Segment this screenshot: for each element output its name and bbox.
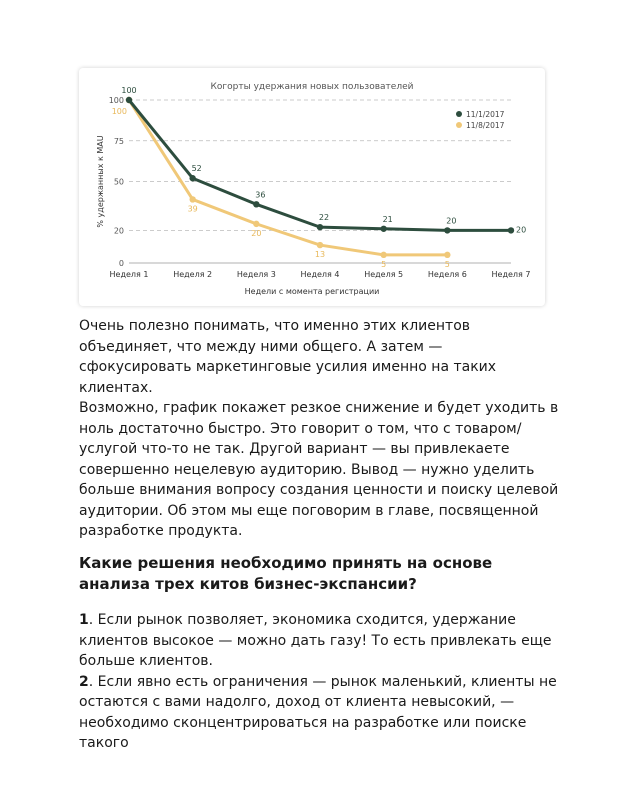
y-tick-label: 20	[113, 226, 124, 236]
data-label: 100	[111, 107, 127, 116]
x-tick-label: Неделя 3	[236, 270, 276, 279]
data-label: 13	[314, 250, 326, 260]
x-tick-label: Неделя 2	[173, 270, 213, 279]
data-point	[380, 252, 386, 258]
data-point	[444, 227, 450, 233]
legend-marker	[456, 111, 462, 117]
list-item-1-number: 1	[79, 612, 89, 628]
data-point	[253, 221, 259, 227]
data-label: 5	[381, 259, 387, 269]
section-heading: Какие решения необходимо принять на основе анализа трех китов бизнес-экспансии?	[79, 554, 493, 593]
y-tick-label: 50	[113, 177, 124, 187]
data-point	[253, 201, 259, 207]
data-label: 20	[516, 225, 527, 235]
data-label: 5	[444, 259, 450, 269]
x-tick-label: Неделя 7	[491, 270, 531, 279]
x-axis-label: Недели с момента регистрации	[244, 287, 380, 296]
y-tick-label: 75	[113, 136, 124, 146]
list-item-2-text: . Если явно есть ограничения — рынок маленький, клиенты не остаются с вами надолго, доход от клиента невысокий, — необходимо сконцентрироваться на разработке или поиске такого	[79, 673, 557, 751]
data-label: 21	[382, 214, 393, 224]
retention-chart-card	[79, 68, 545, 306]
data-label: 39	[187, 204, 198, 214]
data-label: 36	[255, 190, 266, 200]
list-item-1	[79, 610, 559, 672]
chart-title: Когорты удержания новых пользователей	[210, 82, 414, 92]
retention-chart	[79, 68, 545, 306]
data-point	[317, 242, 323, 248]
list-item-1-text: . Если рынок позволяет, экономика сходится, удержание клиентов высокое — можно дать газу! То есть привлекать еще больше клиентов.	[79, 612, 552, 669]
paragraph-2-text: Возможно, график покажет резкое снижение и будет уходить в ноль достаточно быстро. Это говорит о том, что с товаром/услугой что-то не так. Другой вариант — вы привлекаете совершенно нецелевую аудиторию. Вывод — нужно уделить больше внимания вопросу создания ценности и поиску целевой аудитории. Об этом мы еще поговорим в главе, посвященной разработке продукта.	[79, 400, 559, 539]
data-point	[189, 196, 195, 202]
x-tick-label: Неделя 6	[427, 270, 467, 279]
data-point	[508, 227, 514, 233]
y-tick-label: 0	[118, 259, 124, 268]
data-point	[189, 175, 195, 181]
data-label: 22	[318, 213, 330, 223]
series-line-1	[129, 100, 447, 255]
x-tick-label: Неделя 1	[109, 270, 149, 279]
list-item-2	[79, 672, 559, 754]
data-point	[444, 252, 450, 258]
decision-list	[79, 610, 559, 754]
data-point	[126, 97, 132, 103]
legend-label: 11/1/2017	[466, 110, 505, 119]
list-item-2-number: 2	[79, 673, 89, 690]
data-label: 52	[191, 164, 202, 174]
data-label: 20	[446, 216, 457, 226]
legend-marker	[456, 122, 462, 128]
data-point	[317, 224, 323, 230]
data-point	[380, 226, 386, 232]
paragraph-1	[79, 316, 559, 398]
y-tick-label: 100	[108, 96, 124, 105]
paragraph-1-text: Очень полезно понимать, что именно этих клиентов объединяет, что между ними общего. А затем — сфокусировать маркетинговые усилия именно на таких клиентах.	[79, 318, 497, 396]
paragraph-2	[79, 398, 559, 542]
legend-label: 11/8/2017	[466, 121, 505, 130]
data-label: 100	[121, 86, 137, 95]
data-label: 20	[251, 228, 262, 238]
x-tick-label: Неделя 5	[364, 270, 404, 279]
y-axis-label: % удержанных к MAU	[96, 135, 105, 228]
series-line-0	[129, 100, 511, 230]
x-tick-label: Неделя 4	[300, 270, 340, 279]
